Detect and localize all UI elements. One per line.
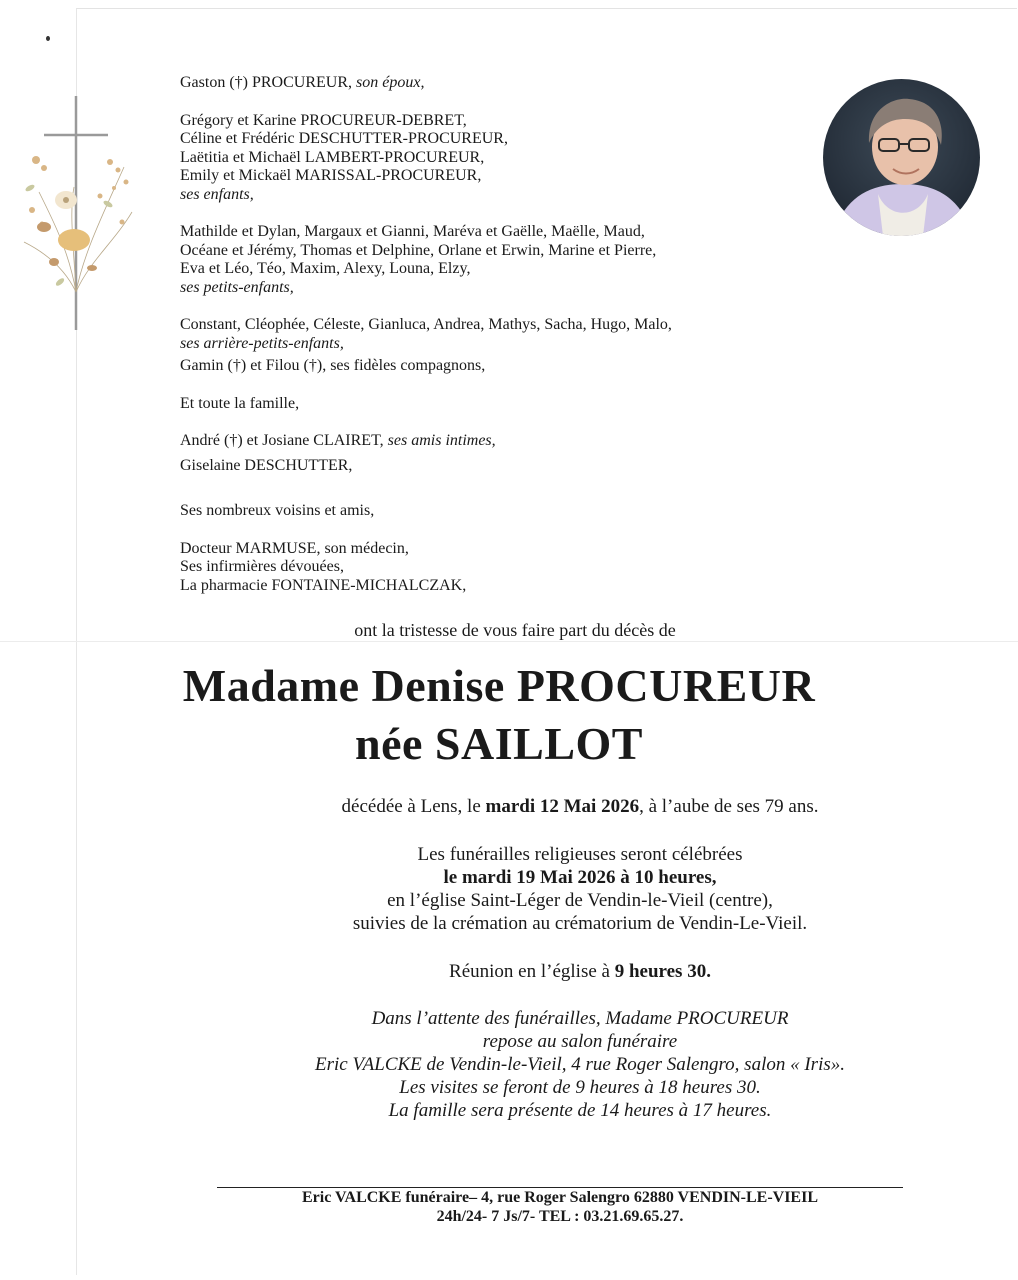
- reunion-pre: Réunion en l’église à: [449, 961, 615, 982]
- family-text: Giselaine DESCHUTTER,: [180, 456, 353, 474]
- visitation-line: La famille sera présente de 14 heures à 17 heures.: [388, 1100, 772, 1121]
- visitation-details: [150, 1007, 1010, 1122]
- family-text: André (†) et Josiane CLAIRET,: [180, 432, 388, 449]
- family-relation: ses amis intimes,: [387, 432, 496, 449]
- family-line: [180, 558, 800, 577]
- family-relation: ses petits-enfants,: [180, 278, 294, 296]
- family-text: Grégory et Karine PROCUREUR-DEBRET,: [180, 111, 467, 129]
- family-line: [180, 357, 800, 376]
- family-line: [180, 149, 800, 168]
- cremation-line: suivies de la crémation au crématorium de Vendin-Le-Vieil.: [352, 913, 808, 934]
- family-line: [180, 223, 800, 242]
- family-text: La pharmacie FONTAINE-MICHALCZAK,: [180, 576, 467, 594]
- reunion-time: 9 heures 30.: [614, 961, 711, 982]
- family-group: [180, 74, 800, 93]
- death-notice: [150, 795, 1010, 818]
- family-line: [180, 260, 800, 279]
- funeral-line: Les funérailles religieuses seront célébrées: [417, 844, 743, 865]
- family-text: Emily et Mickaël MARISSAL-PROCUREUR,: [180, 167, 482, 184]
- family-line: [180, 316, 800, 335]
- floral-bouquet-icon: [14, 92, 144, 332]
- funeral-location: en l’église Saint-Léger de Vendin-le-Vieil (centre),: [387, 890, 773, 911]
- visitation-line: Les visites se feront de 9 heures à 18 heures 30.: [399, 1077, 761, 1098]
- family-line: [180, 167, 800, 186]
- family-group: [180, 502, 800, 521]
- family-line: [180, 242, 800, 261]
- cross-icon: [44, 96, 108, 330]
- family-line: [180, 112, 800, 131]
- family-line: [180, 432, 800, 451]
- intro-text: ont la tristesse de vous faire part du décès de: [354, 620, 676, 640]
- family-group: [180, 432, 800, 475]
- family-text: Et toute la famille,: [180, 394, 300, 412]
- footer-phone: 24h/24- 7 Js/7- TEL : 03.21.69.65.27.: [436, 1208, 684, 1225]
- funeral-details: [150, 843, 1010, 935]
- footer-address: Eric VALCKE funéraire– 4, rue Roger Salengro 62880 VENDIN-LE-VIEIL: [301, 1189, 818, 1206]
- family-text: Céline et Frédéric DESCHUTTER-PROCUREUR,: [180, 130, 508, 147]
- family-relation: ses arrière-petits-enfants,: [180, 334, 344, 352]
- family-line: [180, 74, 800, 93]
- death-pre: décédée à Lens, le: [341, 796, 486, 817]
- family-line: [180, 130, 800, 149]
- family-line: [180, 502, 800, 521]
- scan-speck: [46, 36, 50, 41]
- family-line: [180, 279, 800, 298]
- funeral-home-footer: [150, 1188, 970, 1226]
- family-text: Eva et Léo, Téo, Maxim, Alexy, Louna, Elzy,: [180, 260, 471, 277]
- family-text: Ses infirmières dévouées,: [180, 558, 344, 575]
- family-relation: ses enfants,: [180, 185, 254, 203]
- visitation-line: Eric VALCKE de Vendin-le-Vieil, 4 rue Roger Salengro, salon « Iris».: [315, 1054, 845, 1075]
- family-text: Mathilde et Dylan, Margaux et Gianni, Maréva et Gaëlle, Maëlle, Maud,: [180, 223, 645, 240]
- family-group: [180, 540, 800, 596]
- family-group: [180, 395, 800, 414]
- family-line: [180, 395, 800, 414]
- death-post: , à l’aube de ses 79 ans.: [639, 796, 819, 817]
- deceased-name: [0, 660, 1018, 712]
- family-text: Laëtitia et Michaël LAMBERT-PROCUREUR,: [180, 148, 485, 166]
- family-text: Ses nombreux voisins et amis,: [180, 502, 375, 519]
- family-list: [180, 74, 800, 595]
- deceased-maiden-name: [0, 718, 1018, 770]
- family-relation: son époux,: [356, 74, 425, 91]
- deceased-name-line: Madame Denise PROCUREUR: [182, 660, 816, 711]
- death-date: mardi 12 Mai 2026: [485, 796, 640, 817]
- family-text: Gamin (†) et Filou (†), ses fidèles compagnons,: [180, 357, 486, 374]
- family-line: [180, 577, 800, 596]
- funeral-date: le mardi 19 Mai 2026 à 10 heures,: [443, 867, 717, 888]
- family-line: [180, 457, 800, 476]
- family-group: [180, 223, 800, 297]
- announcement-intro: [0, 620, 1018, 641]
- visitation-line: repose au salon funéraire: [482, 1031, 678, 1052]
- family-text: Océane et Jérémy, Thomas et Delphine, Orlane et Erwin, Marine et Pierre,: [180, 241, 657, 259]
- reunion-notice: [150, 960, 1010, 983]
- family-group: [180, 316, 800, 376]
- portrait-photo: [823, 79, 980, 236]
- family-line: [180, 186, 800, 205]
- family-group: [180, 112, 800, 205]
- family-text: Constant, Cléophée, Céleste, Gianluca, Andrea, Mathys, Sacha, Hugo, Malo,: [180, 316, 672, 333]
- visitation-line: Dans l’attente des funérailles, Madame PROCUREUR: [371, 1008, 789, 1029]
- family-line: [180, 335, 800, 354]
- fold-line: [0, 641, 1018, 642]
- family-line: [180, 540, 800, 559]
- maiden-name-line: née SAILLOT: [355, 718, 643, 769]
- family-text: Gaston (†) PROCUREUR,: [180, 74, 357, 91]
- family-text: Docteur MARMUSE, son médecin,: [180, 539, 409, 557]
